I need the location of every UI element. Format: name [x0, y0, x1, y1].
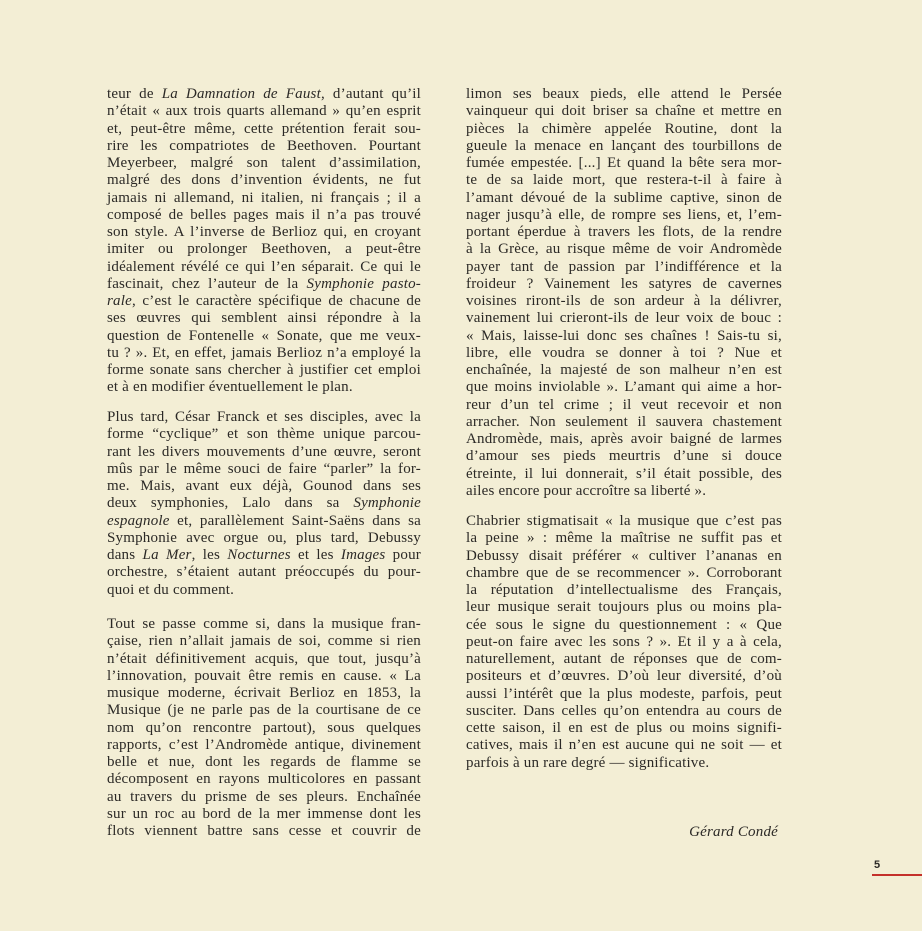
- text-line: belle et nue, dont les regards de flamme se: [107, 754, 421, 770]
- text-line: tu ? ». Et, en effet, jamais Berlioz n’a employé la: [107, 344, 421, 361]
- text-line: enchaînée, la majesté de son malheur n’en est: [466, 362, 782, 378]
- text-line: Debussy disait préférer « cultiver l’ananas en: [466, 547, 782, 564]
- text-line: rapports, c’est l’Andromède antique, divinement: [107, 736, 421, 753]
- text-line: fumée empestée. [...] Et quand la bête sera mor-: [466, 155, 782, 171]
- text-line: Andromède, mais, après avoir baigné de larmes: [466, 431, 782, 447]
- italic-title: La Mer: [142, 547, 192, 563]
- text-line: jamais ni allemand, ni italien, ni français ; il a: [107, 189, 421, 206]
- italic-title: La Damnation de Faust: [161, 86, 321, 102]
- text-line: voisines riront-ils de son ardeur à la délivrer,: [466, 293, 782, 309]
- text-line: la peine » : même la maîtrise ne suffit pas et: [466, 530, 782, 547]
- text-line: la réputation d’intellectualisme des Français,: [466, 582, 782, 598]
- text-line: n’était définitivement acquis, que tout, jusqu’à: [107, 650, 421, 667]
- text-line: « Mais, laisse-lui donc ses chaînes ! Sais-tu si,: [466, 327, 782, 344]
- text-line: étreinte, il lui donnerait, s’il était possible, des: [466, 465, 782, 482]
- text-line: idéalement révélé ce qui l’en séparait. Ce qui le: [107, 258, 421, 275]
- page-number-rule: [872, 874, 922, 876]
- text-line: question de Fontenelle « Sonate, que me veux-: [107, 327, 421, 344]
- page-number: 5: [874, 859, 881, 871]
- text-line: te de sa laide mort, que restera-t-il à faire à: [466, 172, 782, 189]
- text-line: susciter. Dans celles qu’on entendra au cours de: [466, 702, 782, 719]
- text-line: mûs par le même souci de faire “parler” la for-: [107, 460, 421, 477]
- italic-title: Nocturnes: [227, 547, 291, 563]
- text-line: l’innovation, pouvait être remis en cause. « La: [107, 667, 421, 684]
- text-line: Tout se passe comme si, dans la musique fran-: [107, 616, 421, 632]
- text-segment: et, parallèlement Saint-Saëns dans sa: [169, 512, 421, 529]
- text-line: rant les divers mouvements d’une œuvre, seront: [107, 443, 421, 460]
- paragraph: [107, 86, 421, 397]
- text-line: et, peut-être même, cette prétention ferait sou-: [107, 120, 421, 137]
- text-line: l’amant dévoué de la sublime captive, sinon de: [466, 189, 782, 206]
- text-line: reur d’un tel crime ; il veut recevoir et non: [466, 396, 782, 413]
- text-line: [107, 86, 421, 103]
- text-line: libre, elle voudra se donner à toi ? Nue et: [466, 344, 782, 361]
- text-line: forme “cyclique” et son thème unique parcou-: [107, 426, 421, 443]
- text-line: Musique (je ne parle pas de la courtisane de ce: [107, 702, 421, 719]
- text-line: et à en modifier éventuellement le plan.: [107, 379, 353, 396]
- text-line: ses œuvres qui semblent ainsi répondre à la: [107, 310, 421, 327]
- text-line: sur un roc au bord de la mer immense dont les: [107, 805, 421, 822]
- text-line: rire les compatriotes de Beethoven. Pourtant: [107, 137, 421, 154]
- paragraph: [466, 513, 782, 772]
- text-line: cette saison, il en est de plus ou moins signifi-: [466, 720, 782, 736]
- author-signature: Gérard Condé: [689, 824, 778, 840]
- text-line: [107, 293, 421, 310]
- italic-title: Images: [340, 547, 386, 563]
- text-line: d’amour ses pieds meurtris d’une si douce: [466, 448, 782, 465]
- text-line: chambre que de se recommencer ». Corroborant: [466, 564, 782, 581]
- text-line: [107, 495, 421, 512]
- text-line: son style. A l’inverse de Berlioz qui, en croyant: [107, 224, 421, 240]
- italic-title: espagnole: [107, 512, 170, 529]
- text-segment: dans: [107, 547, 143, 563]
- text-line: [107, 276, 421, 293]
- text-line: nager jusqu’à elle, de rompre ses liens, et, l’em-: [466, 206, 782, 223]
- text-segment: teur de: [107, 86, 162, 102]
- text-line: musique moderne, écrivait Berlioz en 1853, la: [107, 685, 421, 701]
- text-line: que moins inviolable ». L’amant qui aime a hor-: [466, 379, 782, 396]
- text-segment: , les: [191, 547, 228, 563]
- text-segment: , d’autant qu’il: [320, 86, 421, 102]
- text-line: parfois à un rare degré — significative.: [466, 754, 710, 771]
- text-line: Chabrier stigmatisait « la musique que c’est pas: [466, 513, 782, 529]
- text-line: catives, mais il n’en est aucune qui ne soit — et: [466, 737, 782, 754]
- text-line: çaise, rien n’allait jamais de soi, comme si rien: [107, 633, 421, 650]
- text-line: gueule la menace en lançant des tourbillons de: [466, 137, 782, 154]
- text-line: ailes encore pour accroître sa liberté ».: [466, 482, 707, 499]
- text-line: positeurs et d’œuvres. D’où leur diversité, d’où: [466, 668, 782, 685]
- text-line: portant éperdue à travers les flots, de la rendre: [466, 224, 782, 240]
- text-line: peut-on faire avec les sons ? ». Et il y a à cela,: [466, 633, 782, 650]
- text-line: à la Grèce, au risque même de voir Andromède: [466, 241, 782, 258]
- paragraph: [466, 86, 782, 500]
- text-segment: fascinait, chez l’auteur de la: [107, 275, 307, 292]
- text-line: Plus tard, César Franck et ses disciples, avec la: [107, 409, 421, 425]
- text-line: Meyerbeer, malgré son talent d’assimilation,: [107, 155, 421, 171]
- text-segment: et les: [290, 547, 341, 563]
- text-line: forme sonate sans chercher à justifier cet emploi: [107, 362, 421, 378]
- italic-title: Symphonie: [353, 495, 421, 512]
- text-line: malgré des dons d’invention évidents, ne fut: [107, 172, 421, 189]
- text-line: n’était « aux trois quarts allemand » qu’en esprit: [107, 103, 421, 120]
- paragraph: [107, 409, 421, 599]
- text-line: [107, 547, 421, 564]
- text-line: aussi l’intérêt que la plus modeste, parfois, peut: [466, 685, 782, 702]
- text-line: leur musique serait toujours plus ou moins pla-: [466, 599, 782, 616]
- text-line: composé de belles pages mais il n’a pas trouvé: [107, 206, 421, 223]
- text-line: limon ses beaux pieds, elle attend le Persée: [466, 86, 782, 102]
- text-line: naturellement, autant de réponses que de com-: [466, 651, 782, 667]
- italic-title: Symphonie pasto-: [306, 275, 421, 292]
- italic-title: rale: [107, 293, 132, 309]
- text-line: vainqueur qui doit briser sa chaîne et mettre en: [466, 103, 782, 120]
- text-line: froideur ? Vainement les satyres de cavernes: [466, 275, 782, 292]
- text-segment: deux symphonies, Lalo dans sa: [107, 495, 354, 512]
- text-line: flots viennent battre sans cesse et couvrir de: [107, 823, 421, 839]
- text-line: quoi et du comment.: [107, 581, 235, 598]
- text-line: Symphonie avec orgue ou, plus tard, Debussy: [107, 529, 421, 546]
- text-line: [107, 513, 421, 530]
- text-line: payer tant de passion par l’indifférence et la: [466, 258, 782, 275]
- text-segment: pour: [385, 547, 421, 563]
- text-segment: , c’est le caractère spécifique de chacune de: [131, 293, 421, 309]
- text-line: vainement lui crieront-ils de leur voix de bouc :: [466, 310, 782, 327]
- text-line: me. Mais, avant eux déjà, Gounod dans ses: [107, 478, 421, 494]
- text-line: décomposent en rayons multicolores en passant: [107, 771, 421, 788]
- text-line: au travers du prisme de ses pleurs. Enchaînée: [107, 788, 421, 805]
- text-line: imiter ou prolonger Beethoven, a peut-être: [107, 241, 421, 258]
- text-line: arracher. Non seulement il sauvera chastement: [466, 413, 782, 430]
- text-line: nom qu’on rencontre partout), sous quelques: [107, 719, 421, 736]
- text-line: pièces la chimère appelée Routine, dont la: [466, 120, 782, 137]
- paragraph: [107, 616, 421, 840]
- text-line: orchestre, s’étaient autant préoccupés du pour-: [107, 564, 421, 581]
- text-line: cée sous le signe du questionnement : « Que: [466, 616, 782, 633]
